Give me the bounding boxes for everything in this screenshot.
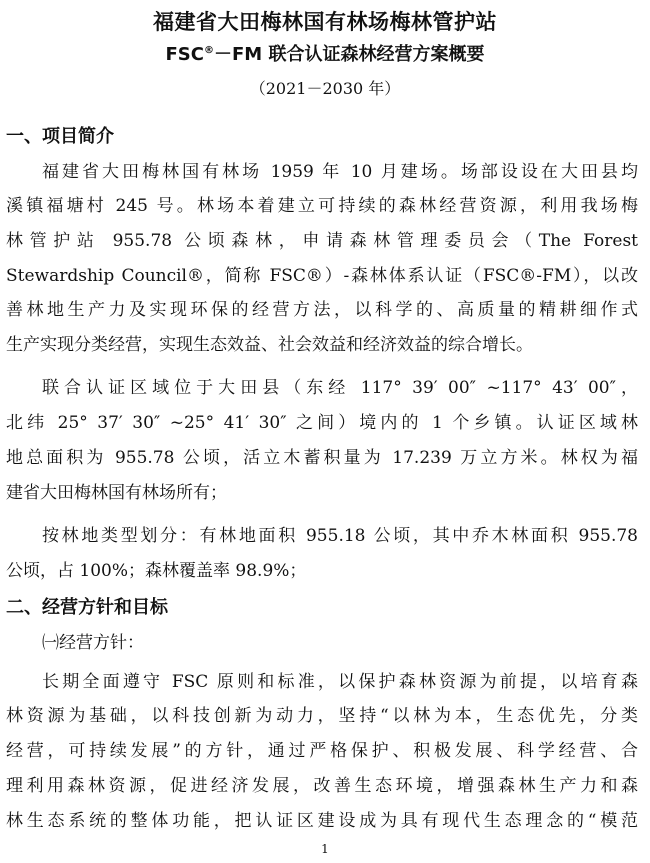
document-subtitle — [0, 40, 650, 66]
document-period: （2021－2030 年） — [249, 79, 401, 98]
paragraph-line: 地总面积为 955.78 公顷，活立木蓄积量为 17.239 万立方米。林权为福 — [6, 448, 638, 468]
paragraph-line: 善林地生产力及实现环保的经营方法，以科学的、高质量的精耕细作式 — [6, 300, 638, 320]
paragraph-line: 经营，可持续发展”的方针，通过严格保护、积极发展、科学经营、合 — [6, 741, 638, 761]
paragraph-line: 理利用森林资源，促进经济发展，改善生态环境，增强森林生产力和森 — [6, 776, 638, 796]
paragraph-line: 林管护站 955.78 公顷森林，申请森林管理委员会（The Forest — [6, 231, 638, 251]
paragraph-line: 建省大田梅林国有林场所有； — [6, 483, 227, 503]
paragraph-line: 林生态系统的整体功能，把认证区建设成为具有现代生态理念的“模范 — [6, 811, 638, 831]
paragraph-line: 林资源为基础，以科技创新为动力，坚持“以林为本，生态优先，分类 — [6, 706, 638, 726]
section-heading-intro: 一、项目简介 — [6, 126, 114, 147]
section-heading-policy: 二、经营方针和目标 — [6, 597, 168, 618]
paragraph-line: 公顷，占 100%；森林覆盖率 98.9%； — [6, 561, 307, 581]
page-number: 1 — [321, 842, 329, 856]
subsection-heading: ㈠经营方针： — [42, 633, 144, 653]
paragraph-line: 福建省大田梅林国有林场 1959 年 10 月建场。场部设设在大田县均 — [42, 162, 638, 182]
paragraph-line: 生产实现分类经营，实现生态效益、社会效益和经济效益的综合增长。 — [6, 335, 533, 355]
document-title: 福建省大田梅林国有林场梅林管护站 — [153, 10, 497, 34]
registered-mark: ® — [204, 45, 214, 56]
paragraph-line: 联合认证区域位于大田县（东经 117° 39′ 00″ ~117° 43′ 00″， — [42, 378, 638, 398]
paragraph-line: 北纬 25° 37′ 30″ ~25° 41′ 30″ 之间）境内的 1 个乡镇。认证区域林 — [6, 413, 638, 433]
paragraph-line: 按林地类型划分：有林地面积 955.18 公顷，其中乔木林面积 955.78 — [42, 526, 638, 546]
subtitle-prefix: FSC — [165, 44, 204, 65]
paragraph-line: Stewardship Council®，简称 FSC®）-森林体系认证（FSC®-FM），以改 — [6, 266, 638, 286]
paragraph-line: 长期全面遵守 FSC 原则和标准，以保护森林资源为前提，以培育森 — [42, 672, 638, 692]
subtitle-rest: －FM 联合认证森林经营方案概要 — [214, 44, 485, 65]
paragraph-line: 溪镇福塘村 245 号。林场本着建立可持续的森林经营资源，利用我场梅 — [6, 196, 638, 216]
